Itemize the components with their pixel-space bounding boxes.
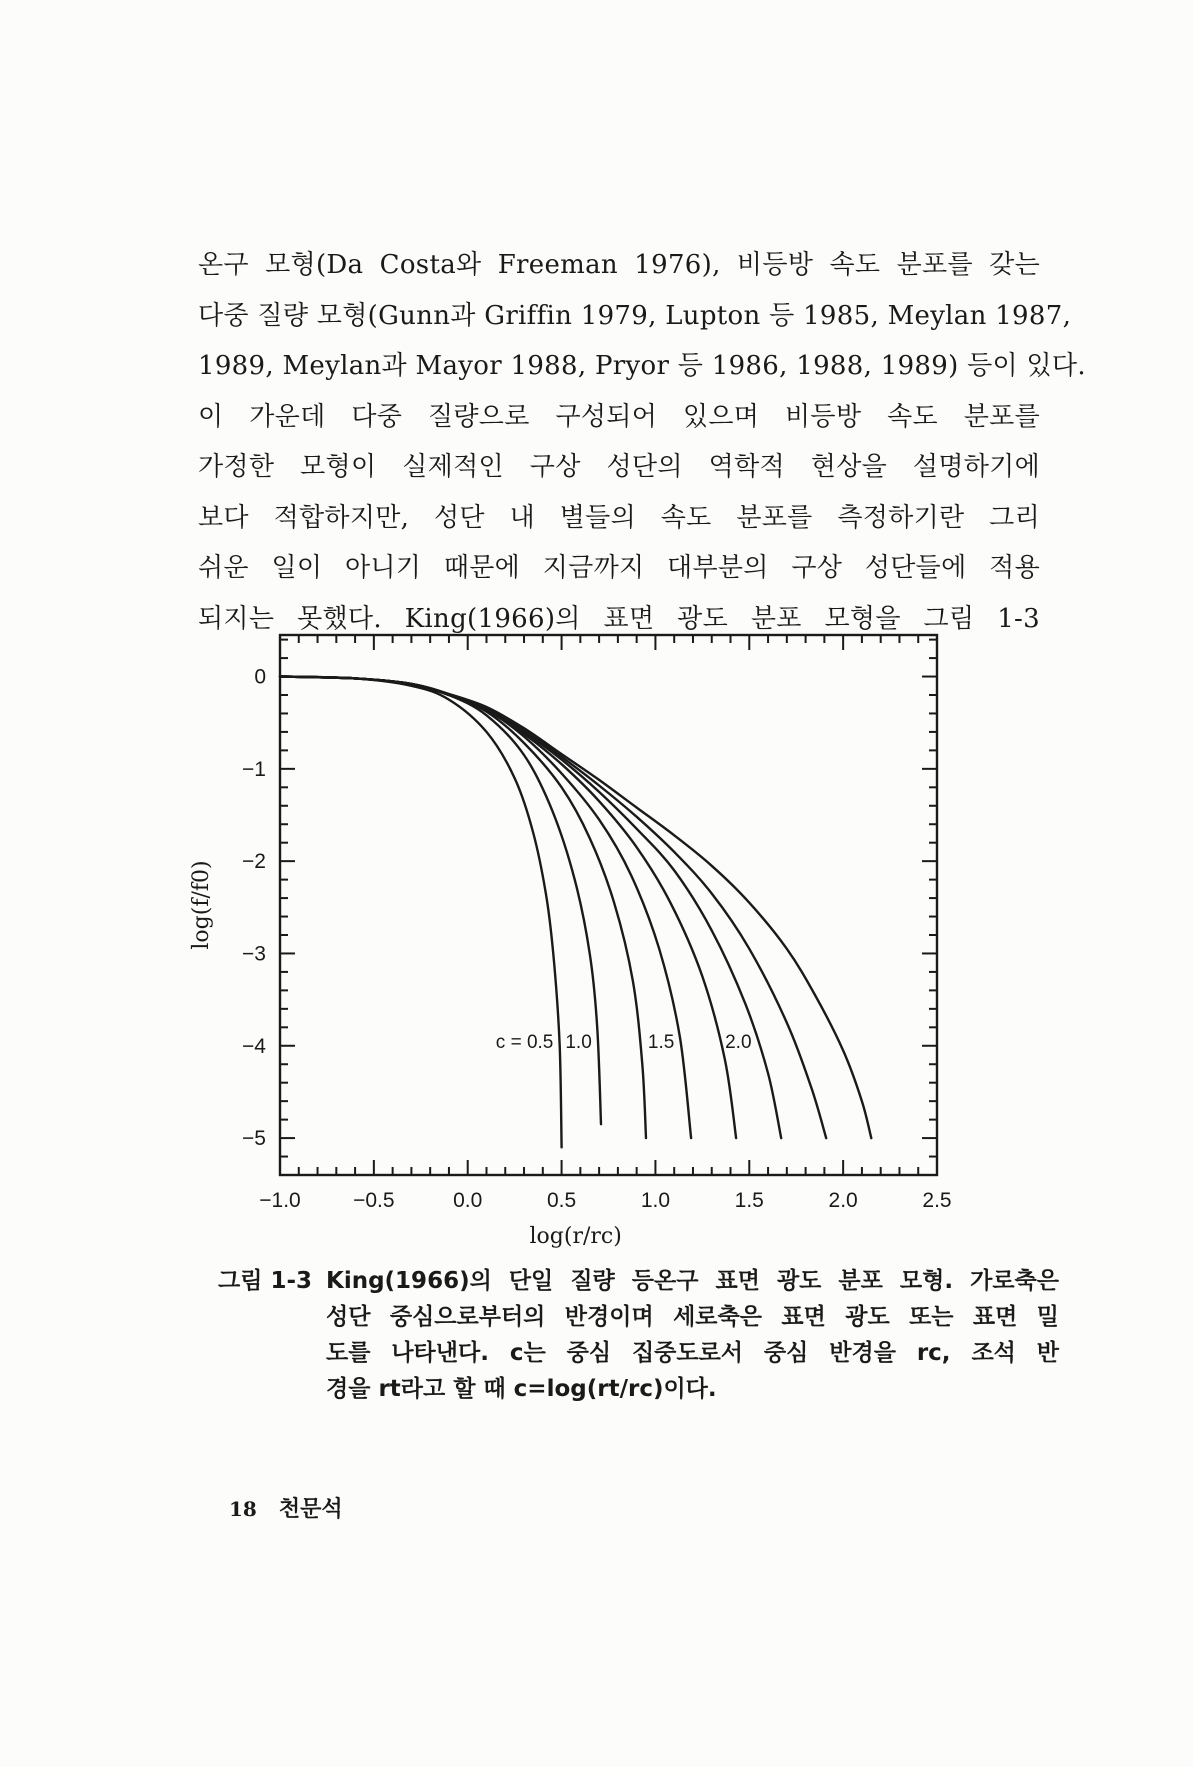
body-text-line: 다중 질량 모형(Gunn과 Griffin 1979, Lupton 등 1985, Meylan 1987, [198,300,1072,331]
x-axis-label: log(r/rc) [529,1224,622,1249]
model-curve [280,677,736,1139]
y-tick-label: −2 [242,850,266,874]
y-tick-label: −3 [242,942,266,966]
y-tick-label: −1 [242,757,266,781]
caption-line: 경을 rt라고 할 때 c=log(rt/rc)이다. [326,1376,717,1402]
model-curves [280,677,871,1148]
page-footer [229,1492,343,1523]
body-text-line: 되지는 못했다. King(1966)의 표면 광도 분포 모형을 그림 1-3 [198,603,1040,634]
model-curve [280,677,826,1139]
book-title: 천문석 [278,1497,343,1522]
king-model-chart [180,615,1080,1255]
curve-label: 1.5 [647,1032,675,1054]
y-axis-label: log(f/f0) [189,860,214,950]
body-text-line: 보다 적합하지만, 성단 내 별들의 속도 분포를 측정하기란 그리 [198,502,1040,533]
model-curve [280,677,646,1139]
axis-tick-labels [242,666,952,1212]
y-tick-label: −4 [242,1034,266,1058]
curve-label: 2.0 [725,1032,752,1054]
x-tick-label: 0.0 [453,1189,483,1212]
caption-body [326,1263,1059,1407]
model-curve [280,677,601,1125]
axis-ticks [280,635,937,1175]
plot-frame [280,635,937,1175]
body-text-line: 쉬운 일이 아니기 때문에 지금까지 대부분의 구상 성단들에 적용 [198,553,1040,583]
x-tick-label: 0.5 [546,1189,577,1212]
plot-border [280,635,937,1175]
x-tick-label: −0.5 [353,1189,395,1212]
y-tick-label: −5 [242,1127,266,1151]
caption-label: 그림 1-3 [218,1268,312,1294]
curve-label: c = 0.5 [495,1032,554,1054]
curve-labels [496,1032,752,1053]
model-curve [280,677,871,1139]
caption-line: 도를 나타낸다. c는 중심 집중도로서 중심 반경을 rc, 조석 반 [326,1340,1059,1366]
body-text [198,240,1086,644]
body-text-line: 1989, Meylan과 Mayor 1988, Pryor 등 1986, 1988, 1989) 등이 있다. [198,351,1086,381]
page-number: 18 [229,1497,257,1521]
y-tick-label: 0 [254,665,266,689]
x-tick-label: 2.5 [922,1189,952,1212]
model-curve [280,677,781,1139]
caption-line: King(1966)의 단일 질량 등온구 표면 광도 분포 모형. 가로축은 [326,1268,1059,1294]
x-tick-label: 1.0 [640,1189,671,1212]
body-text-line: 온구 모형(Da Costa와 Freeman 1976), 비등방 속도 분포를 갖는 [198,250,1040,280]
x-tick-label: 2.0 [828,1189,858,1212]
body-text-line: 이 가운데 다중 질량으로 구성되어 있으며 비등방 속도 분포를 [198,401,1040,432]
x-tick-label: 1.5 [734,1189,764,1212]
model-curve [280,677,691,1139]
caption-line: 성단 중심으로부터의 반경이며 세로축은 표면 광도 또는 표면 밀 [326,1304,1059,1330]
body-text-line: 가정한 모형이 실제적인 구상 성단의 역학적 현상을 설명하기에 [198,452,1040,482]
curve-label: 1.0 [565,1032,592,1054]
x-tick-label: −1.0 [259,1189,301,1212]
